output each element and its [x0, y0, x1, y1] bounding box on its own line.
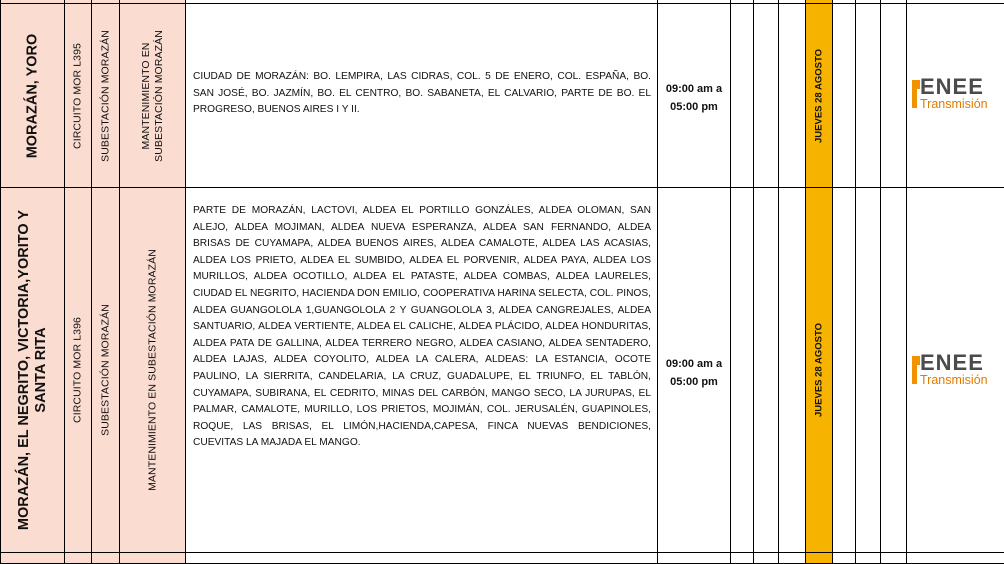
- stub-cell: [880, 552, 907, 564]
- zone-cell: [0, 3, 65, 188]
- circuit-cell: [64, 3, 92, 188]
- zone-cell: [0, 187, 65, 553]
- circuit-label: CIRCUITO MOR L396: [71, 317, 84, 423]
- time-end: 05:00 pm: [670, 101, 718, 113]
- sectors-text: CIUDAD DE MORAZÁN: BO. LEMPIRA, LAS CIDRAS, COL. 5 DE ENERO, COL. ESPAÑA, BO. SAN JOSÉ, BO. JAZMÍN, BO. EL CENTRO, BO. SABANETA, EL CALVARIO, PARTE DE BO. EL PROGRESO, BUENOS AIRES I Y II.: [193, 71, 651, 116]
- day-cell: [855, 3, 881, 188]
- work-label: MANTENIMIENTO EN SUBESTACIÓN MORAZÁN: [139, 29, 165, 162]
- substation-cell: [91, 187, 120, 553]
- day-label: JUEVES 28 AGOSTO: [813, 323, 825, 417]
- sectors-text: PARTE DE MORAZÁN, LACTOVI, ALDEA EL PORTILLO GONZÁLES, ALDEA OLOMAN, SAN ALEJO, ALDEA MOJIMAN, ALDEA NUEVA ESPERANZA, ALDEA SAN FERNANDO, ALDEA BRISAS DE CUYAMAPA, ALDEA BUENOS AIRES, ALDEA CAMALOTE, ALDEA LAS ACASIAS, ALDEA LOS PRIETO, ALDEA EL SUMBIDO, ALDEA EL PORVENIR, ALDEA PAYA, ALDEA LOS MURILLOS, ALDEA OCOTILLO, ALDEA EL PATASTE, ALDEA COMBAS, ALDEA LAURELES, CIUDAD EL NEGRITO, HACIENDA DON EMILIO, COOPERATIVA HARINA SELECTA, COL. PINOS, ALDEA GUANGOLOLA 1,GUANGOLOLA 2 Y GUANGOLOLA 3, ALDEA CANGREJALES, ALDEA SANTUARIO, ALDEA VERTIENTE, ALDEA EL CALICHE, ALDEA PLÁCIDO, ALDEA HONDURITAS, ALDEA PATA DE GALLINA, ALDEA TERRERO NEGRO, ALDEA CASIANO, ALDEA SENTADERO, ALDEA LAJAS, ALDEA COYOLITO, ALDEA LA CALERA, ALDEAS: LA ESTANCIA, OCOTE PAULINO, LA SIERRITA, CANDELARIA, LA CRUZ, GUADALUPE, EL TRIUNFO, EL TABLÓN, CUYAMAPA, SUBIRANA, EL CEDRITO, MINAS DEL CARBÓN, MANGO SECO, LA JURUPAS, EL PALMAR, CAMALOTE, MURILLO, LOS PRIETOS, MOJIMÁN, COL. JERUSALÉN, GUAPINOLES, ROQUE, LAS BRISAS, EL LIMÓN,HACIENDA,CAPESA, FINCA NUEVAS BENDICIONES, CUEVITAS LA MAJADA EL MANGO.: [193, 205, 651, 449]
- enee-logo-brand: ENEE: [920, 74, 984, 99]
- enee-logo-mark: [912, 356, 917, 384]
- day-cell: [778, 3, 806, 188]
- day-label: JUEVES 28 AGOSTO: [813, 48, 825, 143]
- stub-cell: [185, 552, 658, 564]
- day-cell: [855, 187, 881, 553]
- stub-cell: [906, 552, 1004, 564]
- day-cell: [832, 187, 856, 553]
- stub-cell: [753, 552, 779, 564]
- sectors-cell: [185, 3, 658, 188]
- enee-logo-mark: [912, 80, 917, 108]
- sectors-cell: [185, 187, 658, 553]
- zone-label: MORAZÁN, YORO: [24, 33, 40, 158]
- stub-cell: [730, 552, 754, 564]
- day-cell-active: [805, 3, 833, 188]
- stub-cell: [855, 552, 881, 564]
- work-cell: [119, 3, 186, 188]
- enee-logo-sub: Transmisión: [920, 97, 988, 111]
- circuit-label: CIRCUITO MOR L395: [71, 42, 84, 149]
- enee-logo: [912, 350, 1004, 387]
- circuit-cell: [64, 187, 92, 553]
- stub-cell: [91, 552, 120, 564]
- day-cell: [880, 3, 907, 188]
- time-end: 05:00 pm: [670, 376, 718, 388]
- enee-logo: [912, 74, 1004, 111]
- substation-label: SUBESTACIÓN MORAZÁN: [99, 29, 111, 162]
- enee-logo-sub: Transmisión: [920, 373, 988, 387]
- day-cell: [730, 187, 754, 553]
- time-cell: [657, 187, 731, 553]
- stub-cell: [805, 552, 833, 564]
- stub-cell: [778, 552, 806, 564]
- time-start: 09:00 am a: [665, 358, 723, 370]
- substation-label: SUBESTACIÓN MORAZÁN: [99, 304, 111, 436]
- stub-cell: [832, 552, 856, 564]
- day-cell: [753, 3, 779, 188]
- time-cell: [657, 3, 731, 188]
- stub-cell: [119, 552, 186, 564]
- substation-cell: [91, 3, 120, 188]
- enee-logo-brand: ENEE: [920, 350, 984, 375]
- day-cell-active: [805, 187, 833, 553]
- day-cell: [832, 3, 856, 188]
- stub-cell: [657, 552, 731, 564]
- time-start: 09:00 am a: [665, 83, 723, 95]
- zone-label: MORAZÁN, EL NEGRITO, VICTORIA,YORITO Y SANTA RITA: [15, 209, 49, 531]
- day-cell: [778, 187, 806, 553]
- day-cell: [753, 187, 779, 553]
- day-cell: [880, 187, 907, 553]
- work-cell: [119, 187, 186, 553]
- work-label: MANTENIMIENTO EN SUBESTACIÓN MORAZÁN: [146, 249, 158, 491]
- stub-cell: [64, 552, 92, 564]
- stub-cell: [0, 552, 65, 564]
- day-cell: [730, 3, 754, 188]
